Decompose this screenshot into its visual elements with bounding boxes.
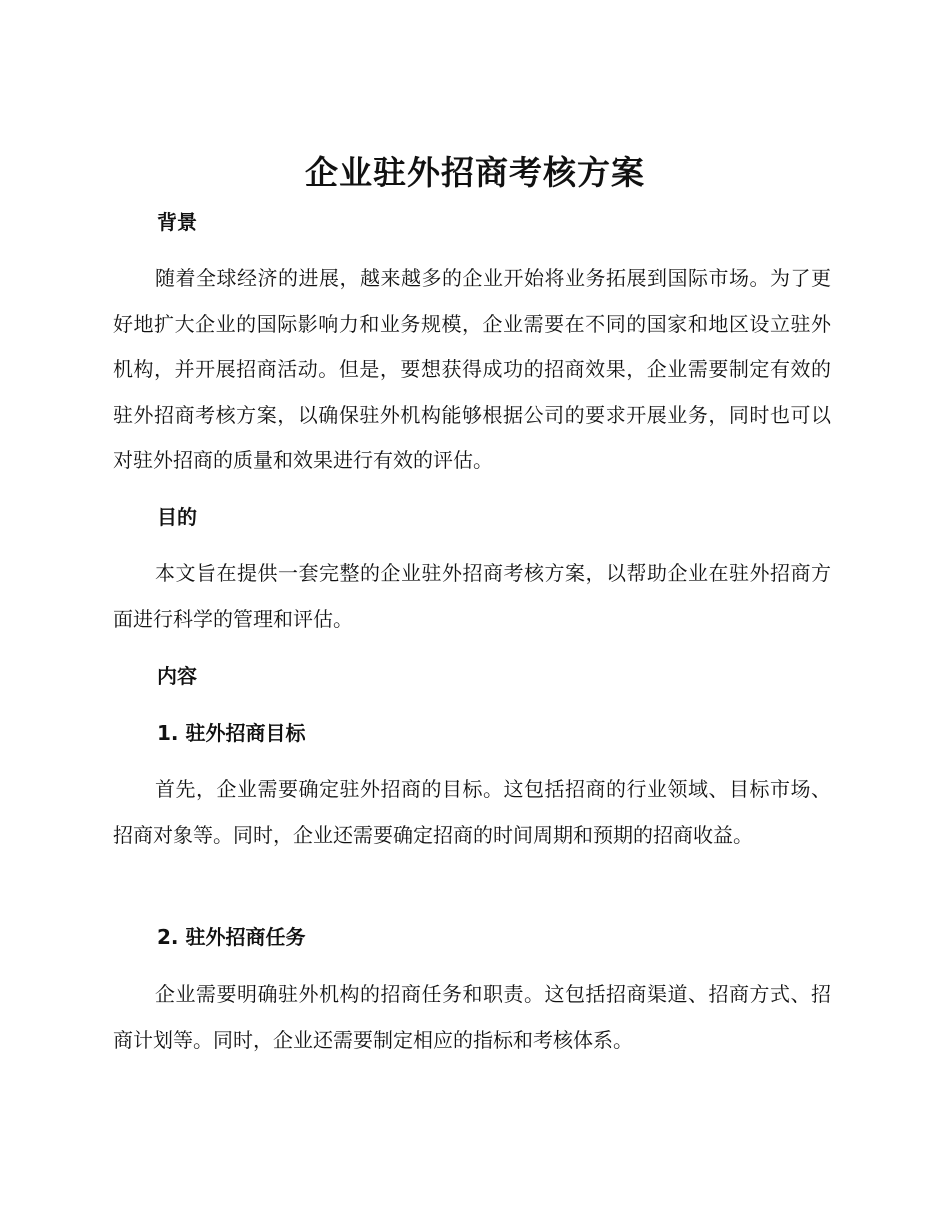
section-heading-content: 内容 bbox=[157, 664, 197, 688]
document-title: 企业驻外招商考核方案 bbox=[305, 153, 645, 192]
section-heading-targets: 1. 驻外招商目标 bbox=[157, 721, 306, 745]
section-heading-purpose: 目的 bbox=[157, 505, 197, 529]
paragraph-purpose: 本文旨在提供一套完整的企业驻外招商考核方案，以帮助企业在驻外招商方面进行科学的管理和评估。 bbox=[113, 561, 831, 631]
section-heading-tasks: 2. 驻外招商任务 bbox=[157, 925, 306, 949]
paragraph-tasks: 企业需要明确驻外机构的招商任务和职责。这包括招商渠道、招商方式、招商计划等。同时，企业还需要制定相应的指标和考核体系。 bbox=[113, 982, 831, 1052]
paragraph-targets: 首先，企业需要确定驻外招商的目标。这包括招商的行业领域、目标市场、招商对象等。同时，企业还需要确定招商的时间周期和预期的招商收益。 bbox=[113, 777, 831, 847]
section-heading-background: 背景 bbox=[157, 210, 197, 234]
paragraph-background: 随着全球经济的进展，越来越多的企业开始将业务拓展到国际市场。为了更好地扩大企业的国际影响力和业务规模，企业需要在不同的国家和地区设立驻外机构，并开展招商活动。但是，要想获得成功的招商效果，企业需要制定有效的驻外招商考核方案，以确保驻外机构能够根据公司的要求开展业务，同时也可以对驻外招商的质量和效果进行有效的评估。 bbox=[113, 266, 831, 472]
